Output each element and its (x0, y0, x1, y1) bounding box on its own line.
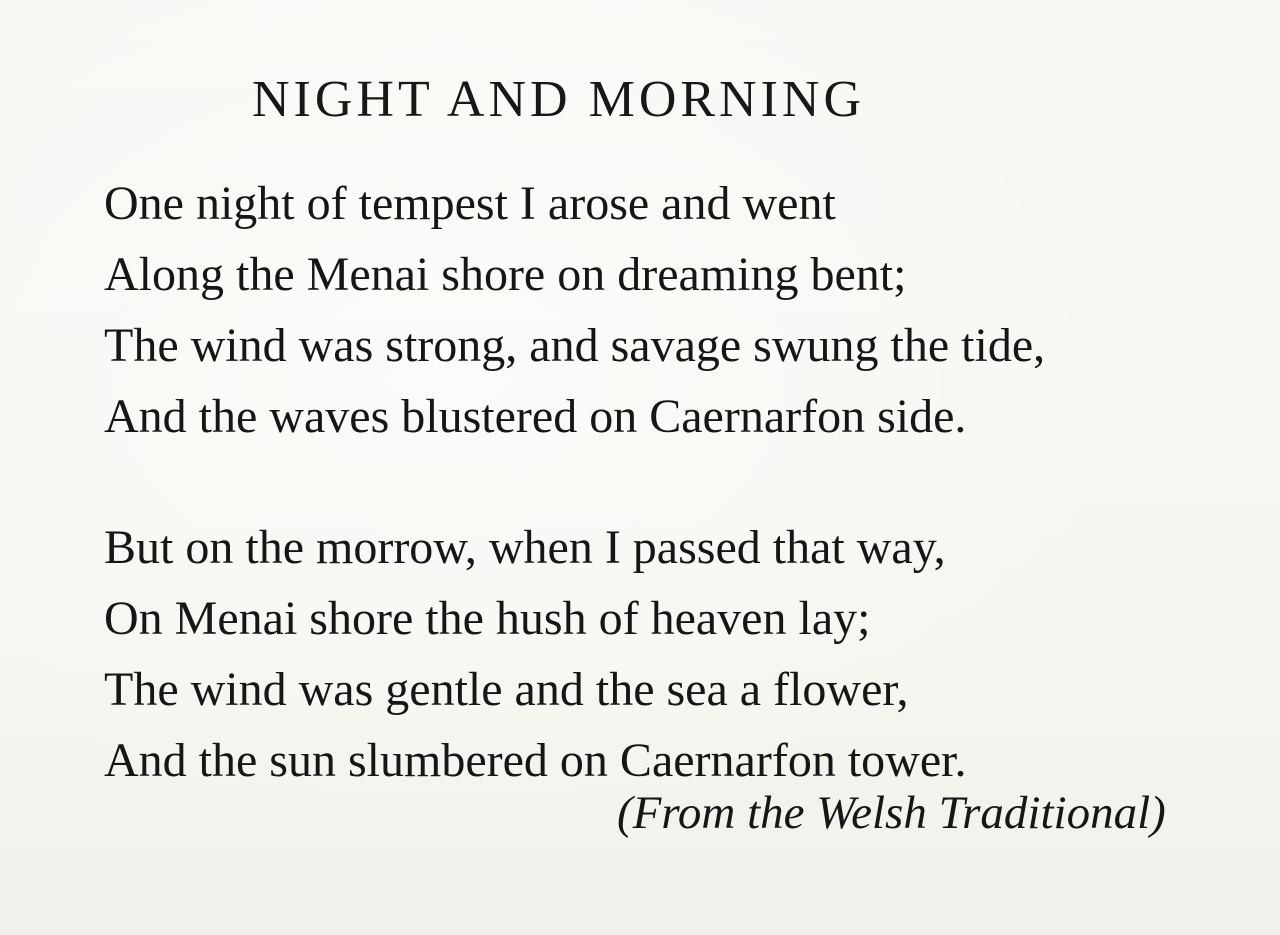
poem-line: The wind was strong, and savage swung the tide, (104, 319, 1046, 372)
stanza-2 (104, 512, 966, 796)
poem-line: One night of tempest I arose and went (104, 177, 836, 230)
poem-line: And the sun slumbered on Caernarfon tower. (104, 734, 967, 787)
poem-line: And the waves blustered on Caernarfon side. (104, 390, 967, 443)
poem-line: The wind was gentle and the sea a flower, (104, 663, 909, 716)
poem-attribution: (From the Welsh Traditional) (617, 787, 1166, 839)
stanza-1 (104, 168, 1045, 452)
poem-line: On Menai shore the hush of heaven lay; (104, 592, 871, 645)
poem-line: Along the Menai shore on dreaming bent; (104, 248, 907, 301)
poem-title: NIGHT AND MORNING (252, 71, 866, 128)
poem-line: But on the morrow, when I passed that way, (104, 521, 946, 574)
